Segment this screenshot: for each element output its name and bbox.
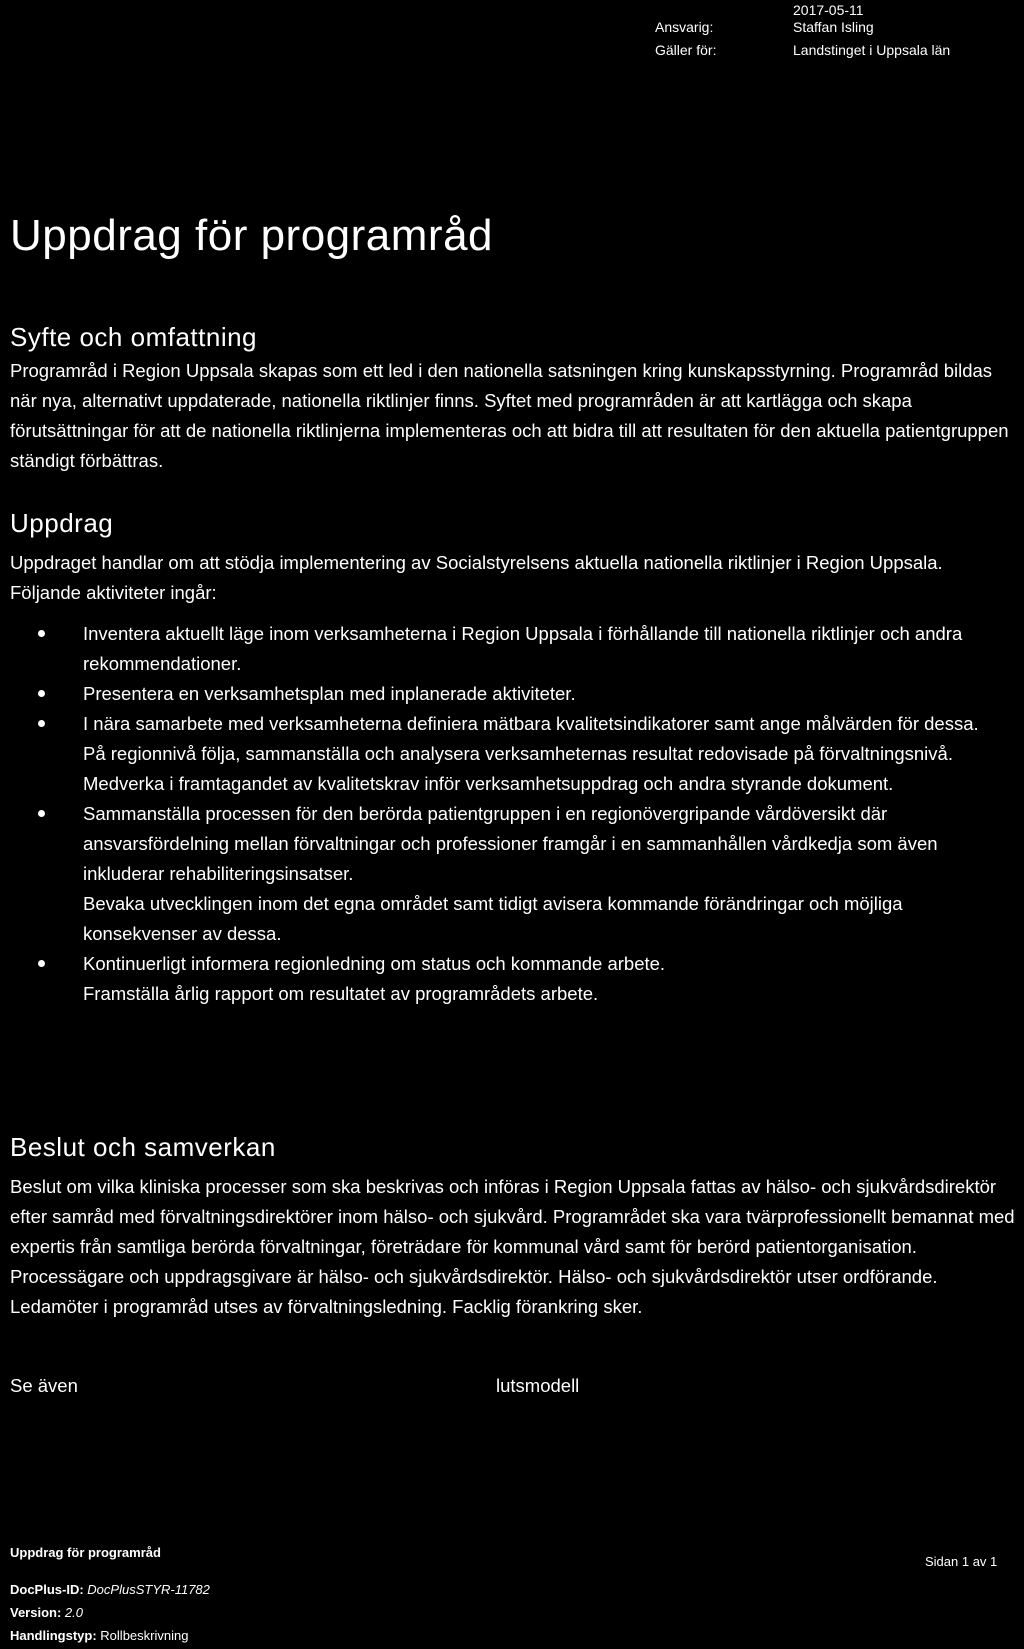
page-number: Sidan 1 av 1 bbox=[925, 1554, 998, 1569]
section-text-assignment: Uppdraget handlar om att stödja implementering av Socialstyrelsens aktuella nationella riktlinjer i Region Uppsala. Följande aktiviteter ingår: bbox=[10, 552, 943, 603]
see-also-link[interactable]: lutsmodell bbox=[496, 1375, 580, 1396]
list-item: Bevaka utvecklingen inom det egna området samt tidigt avisera kommande förändringar och möjliga konsekvenser av dessa. bbox=[83, 893, 903, 944]
version-label: Version: bbox=[10, 1605, 62, 1620]
section-text-decision: Beslut om vilka kliniska processer som ska beskrivas och införas i Region Uppsala fattas av hälso- och sjukvårdsdirektör efter samråd med förvaltningsdirektörer inom hälso- och sjukvård. Programrådet ska vara tvärprofessionellt bemannat med expertis från samtliga berörda förvaltningar, företrädare för kommunal vård samt för berörd patientorganisation. Processägare och uppdragsgivare är hälso- och sjukvårdsdirektör. Hälso- och sjukvårdsdirektör utser ordförande. Ledamöter i programråd utses av förvaltningsledning. Facklig förankring sker. bbox=[10, 1176, 1015, 1317]
list-item: På regionnivå följa, sammanställa och analysera verksamheternas resultat redovisade på förvaltningsnivå. bbox=[83, 743, 953, 764]
page-title: Uppdrag för programråd bbox=[10, 211, 494, 260]
section-text-purpose: Programråd i Region Uppsala skapas som ett led i den nationella satsningen kring kunskapsstyrning. Programråd bildas när nya, alternativt uppdaterade, nationella riktlinjer finns. Syftet med programråden är att kartlägga och skapa förutsättningar för att de nationella riktlinjerna implementeras och att bidra till att resultaten för den aktuella patientgruppen ständigt förbättras. bbox=[10, 360, 1009, 471]
document-type-value: Rollbeskrivning bbox=[100, 1628, 189, 1643]
section-heading-decision: Beslut och samverkan bbox=[10, 1132, 276, 1162]
section-heading-purpose: Syfte och omfattning bbox=[10, 322, 258, 352]
list-item: Inventera aktuellt läge inom verksamheterna i Region Uppsala i förhållande till nationella riktlinjer och andra rekommendationer. bbox=[10, 619, 1016, 679]
version-value: 2.0 bbox=[64, 1605, 83, 1620]
list-item: Medverka i framtagandet av kvalitetskrav inför verksamhetsuppdrag och andra styrande dokument. bbox=[83, 773, 894, 794]
responsible-value: Staffan Isling bbox=[793, 19, 874, 35]
responsible-label: Ansvarig: bbox=[655, 19, 714, 35]
see-also-label: Se även bbox=[10, 1375, 78, 1396]
list-item: Framställa årlig rapport om resultatet av programrådets arbete. bbox=[83, 983, 599, 1004]
document-date: 2017-05-11 bbox=[793, 2, 864, 18]
applies-to-value: Landstinget i Uppsala län bbox=[793, 42, 951, 58]
footer-document-title: Uppdrag för programråd bbox=[10, 1545, 161, 1560]
activity-list bbox=[10, 619, 1016, 1009]
list-item: Sammanställa processen för den berörda patientgruppen i en regionövergripande vårdöversikt där ansvarsfördelning mellan förvaltningar och professioner framgår i en sammanhållen vårdkedja som även inkluderar rehabiliteringsinsatser. bbox=[10, 799, 1016, 889]
section-heading-assignment: Uppdrag bbox=[10, 508, 114, 538]
applies-to-label: Gäller för: bbox=[655, 42, 717, 58]
docplus-id-label: DocPlus-ID: bbox=[10, 1582, 84, 1597]
docplus-id-value: DocPlusSTYR-11782 bbox=[87, 1582, 210, 1597]
list-item: I nära samarbete med verksamheterna definiera mätbara kvalitetsindikatorer samt ange målvärden för dessa. bbox=[10, 709, 1016, 739]
list-item: Kontinuerligt informera regionledning om status och kommande arbete. bbox=[10, 949, 1016, 979]
list-item: Presentera en verksamhetsplan med inplanerade aktiviteter. bbox=[10, 679, 1016, 709]
document-type-label: Handlingstyp: bbox=[10, 1628, 97, 1643]
